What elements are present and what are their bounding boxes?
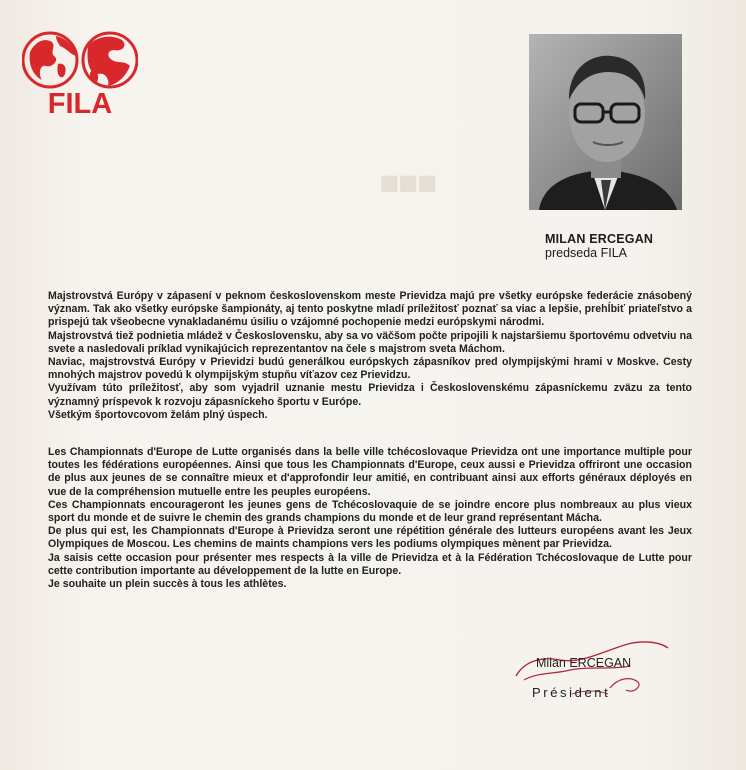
french-paragraph: De plus qui est, les Championnats d'Europe à Prievidza seront une répétition générale des lutteurs européens avant les Jeux Olympiques de Moscou. Les chemins de maints champions vers les podiums olympiques mènent par Prievidza. — [48, 525, 692, 551]
slovak-paragraph: Majstrovstvá tiež podnietia mládež v Československu, aby sa vo väčšom počte pripojili k najstaršiemu športovému odvetviu na svete a nasledovali príklad vynikajúcich reprezentantov na čele s majstrom sveta Máchom. — [48, 329, 692, 355]
bleed-through: ▩▩▩ — [380, 172, 437, 194]
signature-name: Milan ERCEGAN — [536, 656, 632, 670]
french-paragraph: Ja saisis cette occasion pour présenter mes respects à la ville de Prievidza et à la Fédération Tchécoslovaque de Lutte pour cette contribution importante au développement de la lutte en Europe. — [48, 551, 692, 577]
portrait-photo — [529, 34, 682, 210]
french-paragraph: Les Championnats d'Europe de Lutte organisés dans la belle ville tchécoslovaque Prievidza ont une importance multiple pour toutes les fédérations européennes. Ainsi que tous les Championnats d'Europe, ceux aussi e Prievidza offriront une occasion de plus aux jeunes de se connaître mieux et d'approfondir leur amitié, en contribuant ainsi aux efforts généraux déployés en vue de la compréhension mutuelle entre les peuples européens. — [48, 446, 692, 498]
slovak-paragraph: Využívam túto príležitosť, aby som vyjadril uznanie mestu Prievidza i Československému zápasníckemu zväzu za tento významný príspevok k rozvoju zápasníckeho športu v Európe. — [48, 382, 692, 408]
slovak-message — [48, 290, 692, 422]
signature-title: Président — [532, 685, 611, 700]
portrait-caption-name: MILAN ERCEGAN — [545, 232, 654, 246]
french-paragraph: Ces Championnats encourageront les jeunes gens de Tchécoslovaquie de se joindre encore plus nombreaux au plus vieux sport du monde et de suivre le chemin des grands champions du monde et de leur grand représentant Mácha. — [48, 498, 692, 525]
fila-wordmark: FILA — [47, 88, 113, 120]
french-paragraph: Je souhaite un plein succès à tous les athlètes. — [48, 578, 287, 591]
french-message — [48, 446, 692, 591]
slovak-paragraph: Všetkým športovcovom želám plný úspech. — [48, 408, 268, 421]
fila-logo — [22, 30, 138, 132]
slovak-paragraph: Majstrovstvá Európy v zápasení v peknom československom meste Prievidza majú pre všetky európske federácie znásobený význam. Tak ako všetky európske šampionáty, aj tento poskytne mladí príležitosť poznať sa viac a lepšie, prehĺbiť priateľstvo a prispejú tak všeobecne vynakladanému úsiliu o vzájomné pochopenie medzi európskymi národmi. — [48, 290, 692, 329]
slovak-paragraph: Naviac, majstrovstvá Európy v Prievidzi budú generálkou európskych zápasníkov pred olympijskými hrami v Moskve. Cesty mnohých majstrov povedú k olympijským stupňu víťazov cez Prievidzu. — [48, 356, 692, 382]
portrait-caption-role: predseda FILA — [545, 246, 627, 260]
